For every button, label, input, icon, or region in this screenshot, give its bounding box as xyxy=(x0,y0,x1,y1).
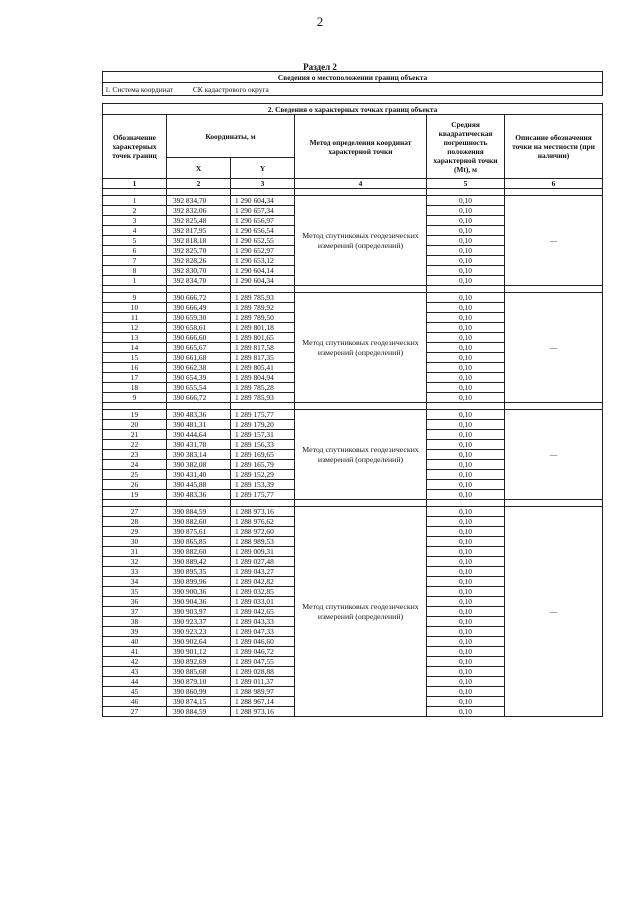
table-row xyxy=(103,196,603,206)
accuracy-value: 0,10 xyxy=(427,470,505,480)
point-label: 27 xyxy=(103,707,167,717)
coord-y: 1 290 652,97 xyxy=(231,246,295,256)
accuracy-value: 0,10 xyxy=(427,517,505,527)
coord-x: 390 875,61 xyxy=(167,527,231,537)
coord-y: 1 289 047,33 xyxy=(231,627,295,637)
coord-y: 1 289 047,55 xyxy=(231,657,295,667)
points-header: 2. Сведения о характерных точках границ объекта xyxy=(103,104,603,115)
coord-y: 1 289 785,93 xyxy=(231,293,295,303)
coord-x: 390 882,60 xyxy=(167,547,231,557)
accuracy-value: 0,10 xyxy=(427,707,505,717)
method-cell: Метод спутниковых геодезических измерений (определений) xyxy=(295,293,427,403)
spacer xyxy=(103,96,603,104)
col-number-5: 5 xyxy=(427,179,505,189)
group-spacer xyxy=(103,500,603,507)
coord-x: 390 431,78 xyxy=(167,440,231,450)
point-label: 4 xyxy=(103,226,167,236)
point-label: 6 xyxy=(103,246,167,256)
accuracy-value: 0,10 xyxy=(427,667,505,677)
accuracy-value: 0,10 xyxy=(427,343,505,353)
accuracy-value: 0,10 xyxy=(427,383,505,393)
point-label: 36 xyxy=(103,597,167,607)
coord-y: 1 289 028,88 xyxy=(231,667,295,677)
point-label: 26 xyxy=(103,480,167,490)
coord-x: 390 665,67 xyxy=(167,343,231,353)
point-label: 32 xyxy=(103,557,167,567)
point-label: 10 xyxy=(103,303,167,313)
point-label: 11 xyxy=(103,313,167,323)
accuracy-value: 0,10 xyxy=(427,256,505,266)
group-spacer xyxy=(103,189,603,196)
point-label: 40 xyxy=(103,637,167,647)
location-header: Сведения о местоположении границ объекта xyxy=(103,72,603,83)
coord-x: 390 383,14 xyxy=(167,450,231,460)
coord-x: 390 884,59 xyxy=(167,507,231,517)
coord-y: 1 290 604,34 xyxy=(231,196,295,206)
coord-y: 1 289 805,41 xyxy=(231,363,295,373)
coord-y: 1 289 817,58 xyxy=(231,343,295,353)
point-label: 2 xyxy=(103,206,167,216)
point-label: 41 xyxy=(103,647,167,657)
spacer-cell xyxy=(427,403,505,410)
method-cell: Метод спутниковых геодезических измерений (определений) xyxy=(295,196,427,286)
point-label: 16 xyxy=(103,363,167,373)
spacer-cell xyxy=(505,500,603,507)
point-label: 20 xyxy=(103,420,167,430)
coord-x: 390 889,42 xyxy=(167,557,231,567)
accuracy-value: 0,10 xyxy=(427,303,505,313)
spacer-cell xyxy=(505,286,603,293)
spacer-cell xyxy=(167,500,231,507)
coord-y: 1 288 973,16 xyxy=(231,507,295,517)
coord-system-row xyxy=(103,83,603,96)
accuracy-value: 0,10 xyxy=(427,537,505,547)
point-label: 27 xyxy=(103,507,167,517)
accuracy-value: 0,10 xyxy=(427,313,505,323)
coord-x: 390 661,68 xyxy=(167,353,231,363)
accuracy-value: 0,10 xyxy=(427,410,505,420)
coord-x: 390 382,08 xyxy=(167,460,231,470)
table-row xyxy=(103,507,603,517)
accuracy-value: 0,10 xyxy=(427,687,505,697)
spacer-cell xyxy=(231,286,295,293)
coord-y: 1 288 989,53 xyxy=(231,537,295,547)
coord-y: 1 289 011,37 xyxy=(231,677,295,687)
coord-y: 1 289 804,94 xyxy=(231,373,295,383)
accuracy-value: 0,10 xyxy=(427,547,505,557)
coord-y: 1 289 179,20 xyxy=(231,420,295,430)
coord-x: 390 662,38 xyxy=(167,363,231,373)
coord-x: 392 834,70 xyxy=(167,276,231,286)
spacer-cell xyxy=(505,403,603,410)
coord-x: 390 445,88 xyxy=(167,480,231,490)
accuracy-value: 0,10 xyxy=(427,607,505,617)
coord-x: 390 655,54 xyxy=(167,383,231,393)
coord-y: 1 290 656,97 xyxy=(231,216,295,226)
page-number: 2 xyxy=(316,14,324,29)
coord-y: 1 289 043,33 xyxy=(231,617,295,627)
accuracy-value: 0,10 xyxy=(427,597,505,607)
accuracy-value: 0,10 xyxy=(427,627,505,637)
coord-y: 1 289 033,01 xyxy=(231,597,295,607)
accuracy-value: 0,10 xyxy=(427,293,505,303)
coord-x: 390 666,60 xyxy=(167,333,231,343)
coord-y: 1 289 153,39 xyxy=(231,480,295,490)
spacer-cell xyxy=(167,286,231,293)
coord-y: 1 289 046,72 xyxy=(231,647,295,657)
point-label: 1 xyxy=(103,276,167,286)
coord-x: 390 899,96 xyxy=(167,577,231,587)
spacer-cell xyxy=(295,403,427,410)
point-label: 44 xyxy=(103,677,167,687)
accuracy-value: 0,10 xyxy=(427,557,505,567)
table-row xyxy=(103,410,603,420)
coord-y: 1 288 976,62 xyxy=(231,517,295,527)
point-label: 21 xyxy=(103,430,167,440)
accuracy-value: 0,10 xyxy=(427,490,505,500)
spacer-cell xyxy=(103,500,167,507)
coord-y: 1 289 157,31 xyxy=(231,430,295,440)
col-number-4: 4 xyxy=(295,179,427,189)
point-label: 14 xyxy=(103,343,167,353)
accuracy-value: 0,10 xyxy=(427,323,505,333)
point-label: 42 xyxy=(103,657,167,667)
coord-x: 392 830,70 xyxy=(167,266,231,276)
spacer-cell xyxy=(231,189,295,196)
col-accuracy-header: Средняя квадратическая погрешность положения характерной точки (Mt), м xyxy=(427,115,505,179)
accuracy-value: 0,10 xyxy=(427,196,505,206)
spacer-cell xyxy=(231,403,295,410)
coord-x: 390 666,49 xyxy=(167,303,231,313)
point-label: 18 xyxy=(103,383,167,393)
coord-x: 390 923,37 xyxy=(167,617,231,627)
table-row xyxy=(103,293,603,303)
point-label: 1 xyxy=(103,196,167,206)
coord-x: 390 903,97 xyxy=(167,607,231,617)
coord-y: 1 289 165,79 xyxy=(231,460,295,470)
accuracy-value: 0,10 xyxy=(427,246,505,256)
point-label: 28 xyxy=(103,517,167,527)
coord-y: 1 289 156,33 xyxy=(231,440,295,450)
coord-y: 1 289 043,27 xyxy=(231,567,295,577)
point-label: 3 xyxy=(103,216,167,226)
accuracy-value: 0,10 xyxy=(427,587,505,597)
coord-y: 1 288 967,14 xyxy=(231,697,295,707)
accuracy-value: 0,10 xyxy=(427,430,505,440)
coord-x: 390 923,23 xyxy=(167,627,231,637)
coord-x: 392 818,18 xyxy=(167,236,231,246)
section-title: Раздел 2 xyxy=(303,62,337,72)
point-label: 12 xyxy=(103,323,167,333)
accuracy-value: 0,10 xyxy=(427,353,505,363)
coord-y: 1 289 175,77 xyxy=(231,490,295,500)
coord-x: 390 904,36 xyxy=(167,597,231,607)
point-label: 13 xyxy=(103,333,167,343)
description-cell: — xyxy=(505,293,603,403)
coord-x: 390 483,36 xyxy=(167,410,231,420)
point-label: 43 xyxy=(103,667,167,677)
col-number-3: 3 xyxy=(231,179,295,189)
spacer-cell xyxy=(103,286,167,293)
spacer-cell xyxy=(167,403,231,410)
coord-y: 1 290 604,34 xyxy=(231,276,295,286)
coord-y: 1 288 972,60 xyxy=(231,527,295,537)
col-description-header: Описание обозначения точки на местности (при наличии) xyxy=(505,115,603,179)
accuracy-value: 0,10 xyxy=(427,647,505,657)
coord-y: 1 289 801,65 xyxy=(231,333,295,343)
coord-y: 1 289 027,48 xyxy=(231,557,295,567)
coord-y: 1 290 656,54 xyxy=(231,226,295,236)
col-number-2: 2 xyxy=(167,179,231,189)
coord-x: 392 825,48 xyxy=(167,216,231,226)
spacer-cell xyxy=(427,286,505,293)
coord-y: 1 290 657,34 xyxy=(231,206,295,216)
spacer-cell xyxy=(103,403,167,410)
coord-y: 1 290 652,55 xyxy=(231,236,295,246)
point-label: 22 xyxy=(103,440,167,450)
coord-y: 1 289 009,31 xyxy=(231,547,295,557)
point-label: 30 xyxy=(103,537,167,547)
col-x-header: X xyxy=(167,158,231,179)
coord-x: 390 885,68 xyxy=(167,667,231,677)
accuracy-value: 0,10 xyxy=(427,567,505,577)
coord-x: 392 825,70 xyxy=(167,246,231,256)
coord-x: 390 900,36 xyxy=(167,587,231,597)
coord-system-label: 1. Система координат xyxy=(105,84,174,94)
coord-x: 390 444,64 xyxy=(167,430,231,440)
coord-y: 1 289 046,60 xyxy=(231,637,295,647)
accuracy-value: 0,10 xyxy=(427,216,505,226)
coord-x: 390 666,72 xyxy=(167,293,231,303)
col-coords-header: Координаты, м xyxy=(167,115,295,158)
coord-x: 390 659,30 xyxy=(167,313,231,323)
accuracy-value: 0,10 xyxy=(427,527,505,537)
point-label: 45 xyxy=(103,687,167,697)
col-number-6: 6 xyxy=(505,179,603,189)
accuracy-value: 0,10 xyxy=(427,697,505,707)
coord-y: 1 289 801,18 xyxy=(231,323,295,333)
point-label: 9 xyxy=(103,293,167,303)
coord-y: 1 289 789,50 xyxy=(231,313,295,323)
point-label: 9 xyxy=(103,393,167,403)
coord-x: 390 860,99 xyxy=(167,687,231,697)
coord-x: 390 658,61 xyxy=(167,323,231,333)
spacer-cell xyxy=(103,189,167,196)
coord-x: 392 834,70 xyxy=(167,196,231,206)
spacer-cell xyxy=(427,500,505,507)
point-label: 38 xyxy=(103,617,167,627)
description-cell: — xyxy=(505,196,603,286)
coord-x: 390 879,10 xyxy=(167,677,231,687)
coord-x: 390 654,39 xyxy=(167,373,231,383)
accuracy-value: 0,10 xyxy=(427,637,505,647)
coord-y: 1 288 989,97 xyxy=(231,687,295,697)
accuracy-value: 0,10 xyxy=(427,373,505,383)
coord-y: 1 289 169,65 xyxy=(231,450,295,460)
point-label: 37 xyxy=(103,607,167,617)
coord-y: 1 290 604,14 xyxy=(231,266,295,276)
point-label: 35 xyxy=(103,587,167,597)
point-label: 19 xyxy=(103,410,167,420)
coord-x: 390 481,31 xyxy=(167,420,231,430)
accuracy-value: 0,10 xyxy=(427,206,505,216)
point-label: 33 xyxy=(103,567,167,577)
spacer-cell xyxy=(427,189,505,196)
point-label: 29 xyxy=(103,527,167,537)
point-label: 25 xyxy=(103,470,167,480)
col-point-label-header: Обозначение характерных точек границ xyxy=(103,115,167,179)
accuracy-value: 0,10 xyxy=(427,440,505,450)
coord-x: 392 817,95 xyxy=(167,226,231,236)
spacer-cell xyxy=(295,286,427,293)
point-label: 7 xyxy=(103,256,167,266)
coord-y: 1 289 785,93 xyxy=(231,393,295,403)
point-label: 15 xyxy=(103,353,167,363)
coord-y: 1 289 042,65 xyxy=(231,607,295,617)
point-label: 31 xyxy=(103,547,167,557)
method-cell: Метод спутниковых геодезических измерений (определений) xyxy=(295,507,427,717)
coord-x: 390 431,40 xyxy=(167,470,231,480)
coord-x: 390 892,69 xyxy=(167,657,231,667)
coord-x: 390 874,15 xyxy=(167,697,231,707)
coord-y: 1 289 785,28 xyxy=(231,383,295,393)
coord-x: 390 483,36 xyxy=(167,490,231,500)
col-method-header: Метод определения координат характерной точки xyxy=(295,115,427,179)
spacer-cell xyxy=(295,189,427,196)
accuracy-value: 0,10 xyxy=(427,236,505,246)
point-label: 17 xyxy=(103,373,167,383)
point-label: 46 xyxy=(103,697,167,707)
coord-y: 1 289 152,29 xyxy=(231,470,295,480)
accuracy-value: 0,10 xyxy=(427,226,505,236)
accuracy-value: 0,10 xyxy=(427,480,505,490)
coord-x: 392 832,06 xyxy=(167,206,231,216)
col-number-1: 1 xyxy=(103,179,167,189)
coord-system-value: СК кадастрового округа xyxy=(192,84,269,94)
coord-y: 1 290 653,12 xyxy=(231,256,295,266)
point-label: 34 xyxy=(103,577,167,587)
coord-y: 1 289 042,82 xyxy=(231,577,295,587)
spacer-cell xyxy=(505,189,603,196)
point-label: 5 xyxy=(103,236,167,246)
accuracy-value: 0,10 xyxy=(427,460,505,470)
coord-x: 390 895,35 xyxy=(167,567,231,577)
coord-x: 390 666,72 xyxy=(167,393,231,403)
coord-x: 390 865,85 xyxy=(167,537,231,547)
point-label: 19 xyxy=(103,490,167,500)
accuracy-value: 0,10 xyxy=(427,617,505,627)
boundary-points-table xyxy=(102,71,603,717)
accuracy-value: 0,10 xyxy=(427,450,505,460)
method-cell: Метод спутниковых геодезических измерений (определений) xyxy=(295,410,427,500)
accuracy-value: 0,10 xyxy=(427,657,505,667)
coord-x: 392 828,26 xyxy=(167,256,231,266)
coord-y: 1 289 817,35 xyxy=(231,353,295,363)
accuracy-value: 0,10 xyxy=(427,276,505,286)
coord-x: 390 882,60 xyxy=(167,517,231,527)
accuracy-value: 0,10 xyxy=(427,677,505,687)
spacer-cell xyxy=(231,500,295,507)
coord-y: 1 289 789,92 xyxy=(231,303,295,313)
group-spacer xyxy=(103,286,603,293)
point-label: 24 xyxy=(103,460,167,470)
point-label: 39 xyxy=(103,627,167,637)
point-label: 8 xyxy=(103,266,167,276)
accuracy-value: 0,10 xyxy=(427,363,505,373)
coord-x: 390 884,59 xyxy=(167,707,231,717)
accuracy-value: 0,10 xyxy=(427,333,505,343)
point-label: 23 xyxy=(103,450,167,460)
accuracy-value: 0,10 xyxy=(427,266,505,276)
accuracy-value: 0,10 xyxy=(427,577,505,587)
coord-y: 1 289 032,85 xyxy=(231,587,295,597)
group-spacer xyxy=(103,403,603,410)
description-cell: — xyxy=(505,507,603,717)
accuracy-value: 0,10 xyxy=(427,420,505,430)
coord-x: 390 901,12 xyxy=(167,647,231,657)
accuracy-value: 0,10 xyxy=(427,393,505,403)
coord-y: 1 289 175,77 xyxy=(231,410,295,420)
spacer-cell xyxy=(167,189,231,196)
coord-y: 1 288 973,16 xyxy=(231,707,295,717)
coord-x: 390 902,64 xyxy=(167,637,231,647)
col-y-header: Y xyxy=(231,158,295,179)
accuracy-value: 0,10 xyxy=(427,507,505,517)
spacer-cell xyxy=(295,500,427,507)
description-cell: — xyxy=(505,410,603,500)
